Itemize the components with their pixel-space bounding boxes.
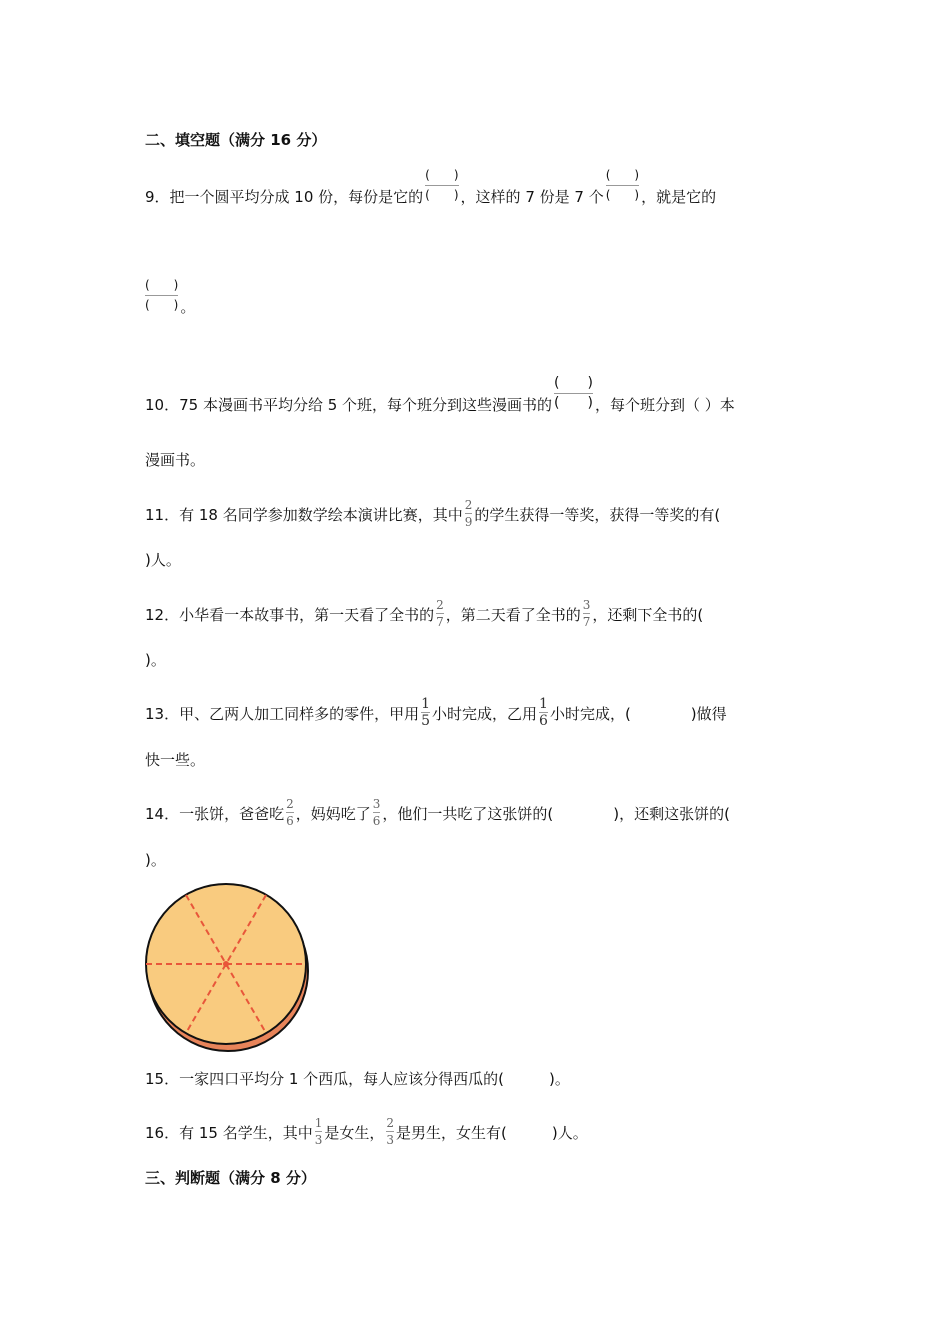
q14-fraction-2: $\frac{3}{6}$ [372, 797, 381, 828]
pancake-center-dot [223, 961, 229, 967]
q13-fraction-2: $\frac{1}{6}$ [539, 696, 548, 729]
question-14-cont: )。 [145, 851, 166, 869]
q12-text-1: 12．小华看一本故事书，第一天看了全书的 [145, 606, 435, 624]
pancake-illustration [143, 882, 313, 1054]
q14-text-1: 14．一张饼，爸爸吃 [145, 805, 285, 823]
question-9-cont [145, 278, 196, 325]
q11-text-2: 的学生获得一等奖，获得一等奖的有( [474, 506, 721, 524]
q13-text-1: 13．甲、乙两人加工同样多的零件，甲用 [145, 705, 420, 723]
q16-fraction-1: $\frac{1}{3}$ [314, 1116, 323, 1147]
question-16 [145, 1118, 588, 1149]
q13-text-2: 小时完成，乙用 [432, 705, 538, 723]
q16-fraction-2: $\frac{2}{3}$ [386, 1116, 395, 1147]
question-13-cont: 快一些。 [145, 751, 206, 769]
q11-text-1: 11．有 18 名同学参加数学绘本演讲比赛，其中 [145, 506, 463, 524]
question-14 [145, 799, 730, 830]
question-10-cont: 漫画书。 [145, 451, 206, 469]
q14-fraction-1: $\frac{2}{6}$ [286, 797, 294, 828]
q10-text-1: 10．75 本漫画书平均分给 5 个班，每个班分到这些漫画书的 [145, 396, 553, 414]
q16-text-2: 是女生， [324, 1124, 385, 1142]
question-9 [145, 168, 717, 215]
q9-blank-fraction-3[interactable]: ( ) ( ) [145, 278, 179, 312]
q9-text-4: 。 [180, 298, 196, 316]
q12-text-3: ，还剩下全书的( [592, 606, 704, 624]
q9-text-2: ，这样的 7 份是 7 个 [460, 188, 604, 206]
q13-fraction-1: $\frac{1}{5}$ [421, 696, 431, 729]
q14-text-2: ，妈妈吃了 [295, 805, 371, 823]
question-10 [145, 375, 735, 423]
question-13 [145, 696, 727, 730]
q16-text-1: 16．有 15 名学生，其中 [145, 1124, 313, 1142]
q9-text-3: ，就是它的 [641, 188, 717, 206]
q11-fraction: $\frac{2}{9}$ [464, 498, 473, 529]
q9-blank-fraction-2[interactable]: ( ) ( ) [605, 168, 640, 202]
q12-fraction-1: $\frac{2}{7}$ [436, 598, 444, 629]
q12-text-2: ，第二天看了全书的 [445, 606, 581, 624]
q16-text-3: 是男生，女生有( )人。 [396, 1124, 588, 1142]
q9-text-1: 9．把一个圆平均分成 10 份，每份是它的 [145, 188, 424, 206]
question-15: 15．一家四口平均分 1 个西瓜，每人应该分得西瓜的( )。 [145, 1070, 570, 1088]
q13-text-3: 小时完成，( )做得 [549, 705, 727, 723]
question-11 [145, 500, 720, 531]
q14-text-3: ，他们一共吃了这张饼的( )，还剩这张饼的( [382, 805, 730, 823]
q10-blank-fraction[interactable]: ( ) ( ) [554, 375, 593, 411]
q9-blank-fraction-1[interactable]: ( ) ( ) [425, 168, 459, 202]
section-2-heading: 二、填空题（满分 16 分） [145, 131, 327, 149]
section-3-heading: 三、判断题（满分 8 分） [145, 1169, 316, 1187]
q10-text-2: ，每个班分到（ ）本 [594, 396, 735, 414]
question-11-cont: )人。 [145, 551, 181, 569]
question-12-cont: )。 [145, 651, 166, 669]
question-12 [145, 600, 703, 631]
q12-fraction-2: $\frac{3}{7}$ [582, 598, 591, 629]
